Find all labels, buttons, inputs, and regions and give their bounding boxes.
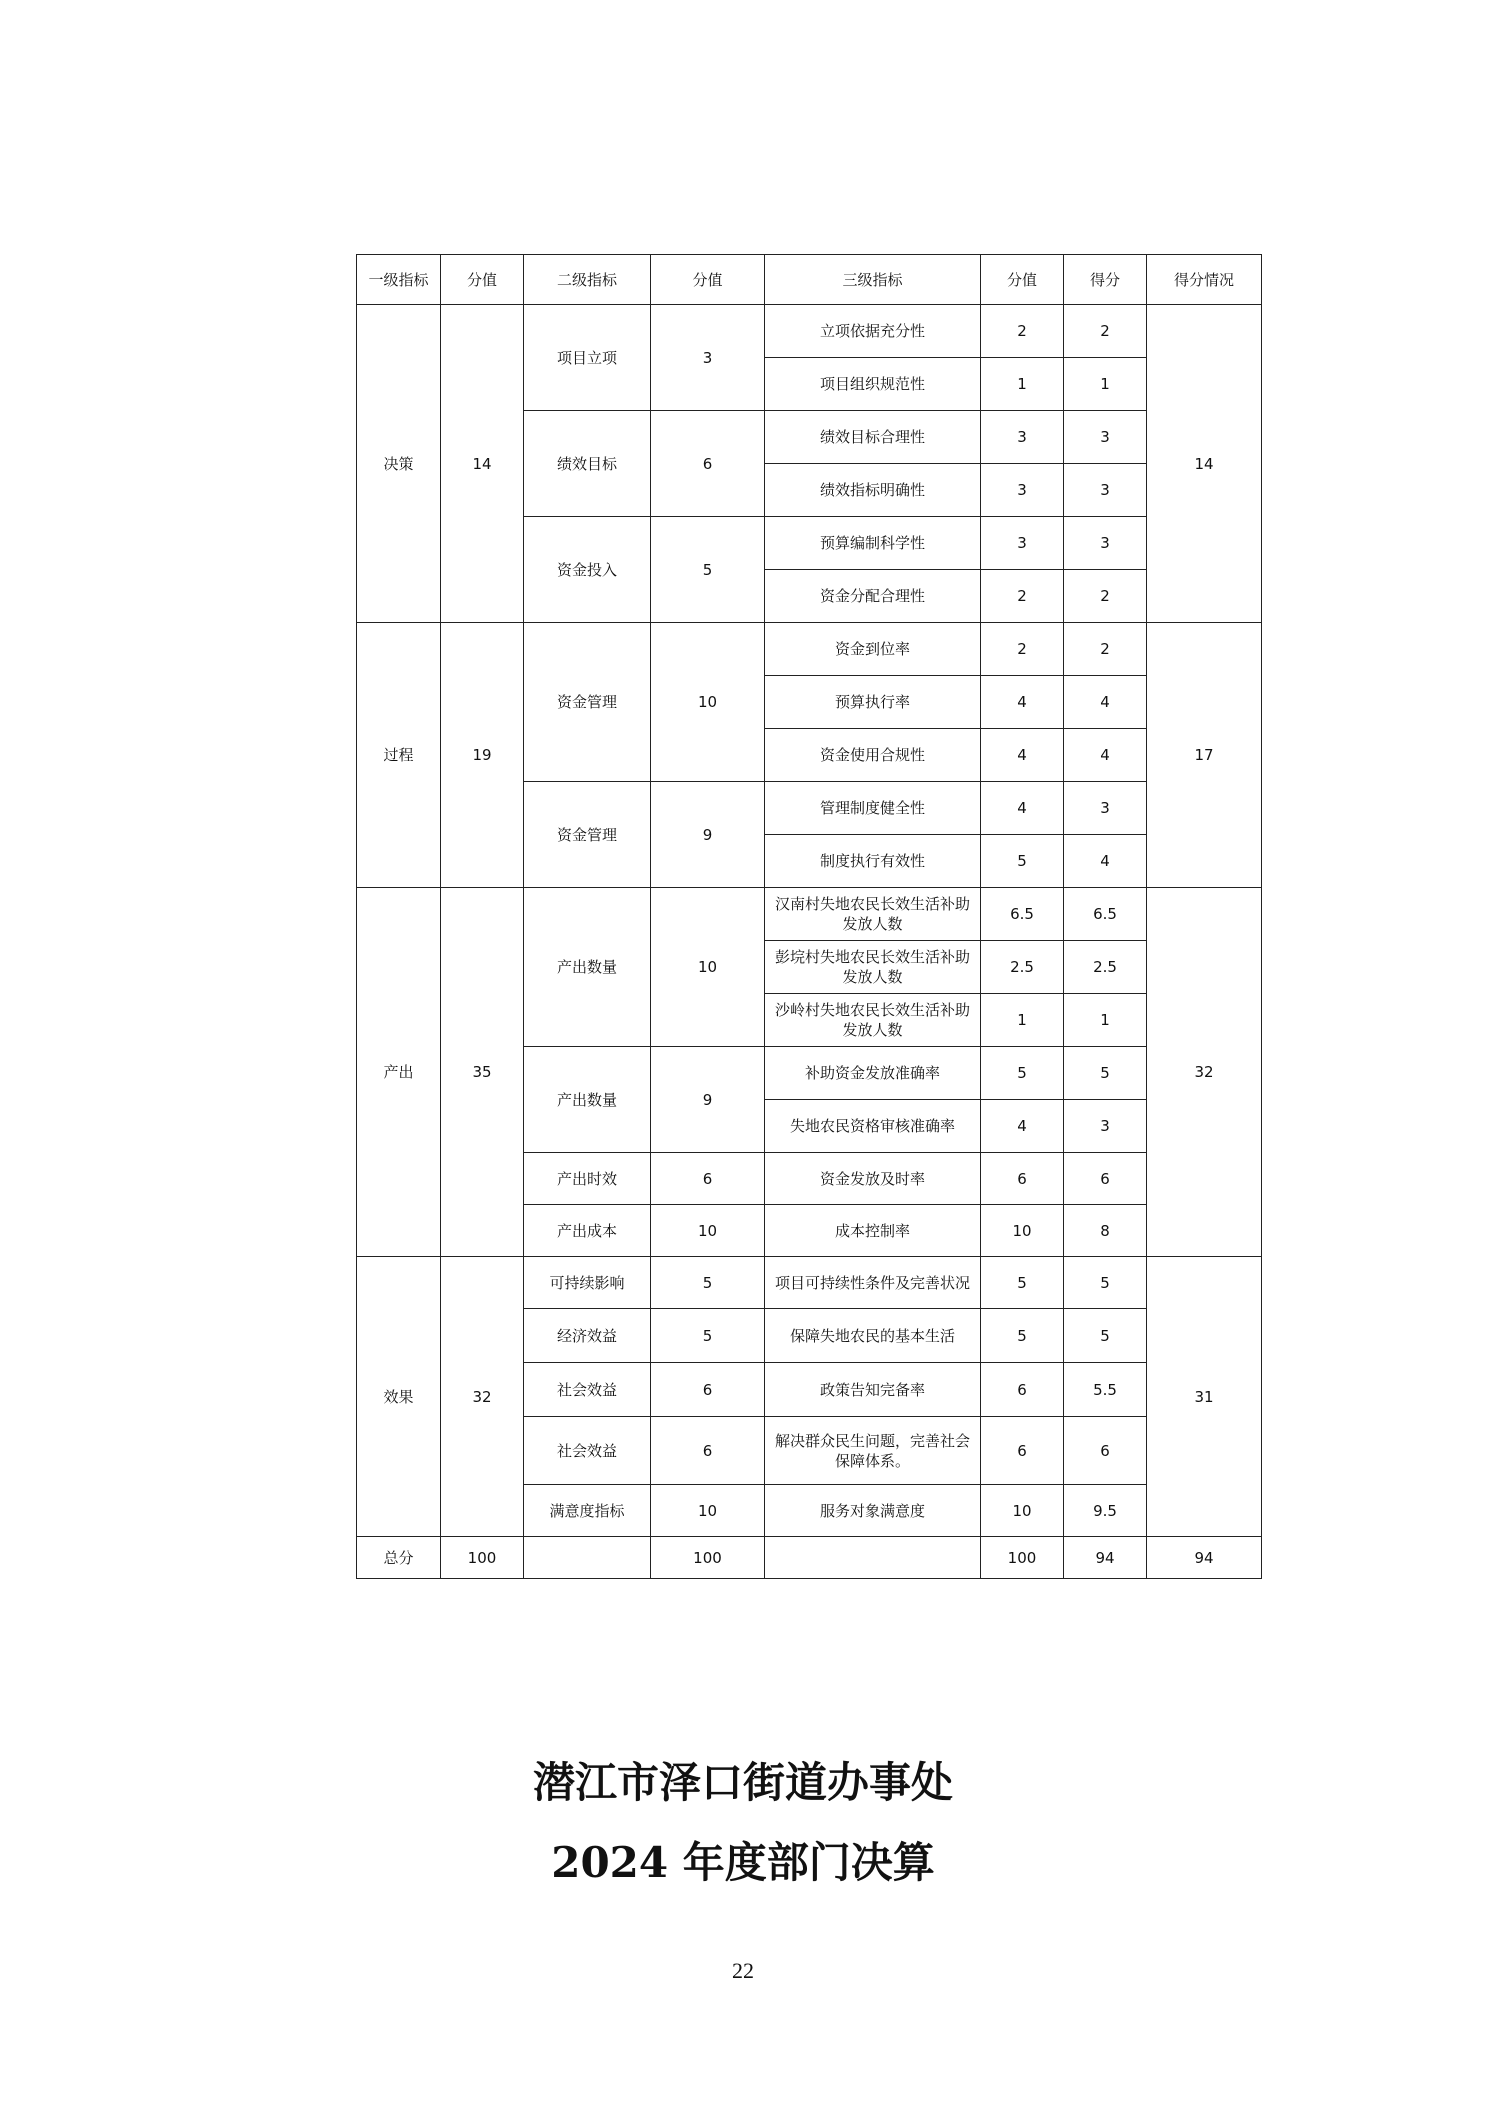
level2-name: 产出数量 (524, 1047, 651, 1153)
level3-score: 1 (981, 358, 1064, 411)
table-header-row (357, 255, 1262, 305)
level3-name: 解决群众民生问题，完善社会保障体系。 (765, 1417, 981, 1485)
level2-name: 资金管理 (524, 623, 651, 782)
total-label: 总分 (357, 1537, 441, 1579)
level2-score: 6 (651, 1363, 765, 1417)
level2-score: 5 (651, 517, 765, 623)
level2-name: 产出成本 (524, 1205, 651, 1257)
level1-name: 效果 (357, 1257, 441, 1537)
level2-name: 绩效目标 (524, 411, 651, 517)
level3-score: 2 (981, 305, 1064, 358)
level3-got: 4 (1064, 729, 1147, 782)
level1-name: 过程 (357, 623, 441, 888)
level3-got: 3 (1064, 517, 1147, 570)
level3-score: 2.5 (981, 941, 1064, 994)
level3-got: 2 (1064, 570, 1147, 623)
level1-score: 19 (441, 623, 524, 888)
level3-name: 失地农民资格审核准确率 (765, 1100, 981, 1153)
level3-got: 3 (1064, 464, 1147, 517)
group-result: 17 (1147, 623, 1262, 888)
level3-got: 6.5 (1064, 888, 1147, 941)
level2-name: 项目立项 (524, 305, 651, 411)
header-level3: 三级指标 (765, 255, 981, 305)
level3-name: 项目组织规范性 (765, 358, 981, 411)
level3-name: 预算执行率 (765, 676, 981, 729)
level2-score: 6 (651, 1153, 765, 1205)
total-score2: 100 (651, 1537, 765, 1579)
level2-name: 可持续影响 (524, 1257, 651, 1309)
header-got: 得分 (1064, 255, 1147, 305)
level3-score: 2 (981, 623, 1064, 676)
level2-score: 9 (651, 782, 765, 888)
level3-got: 4 (1064, 835, 1147, 888)
document-subtitle: 2024 年度部门决算 (551, 1838, 935, 1887)
level2-score: 10 (651, 623, 765, 782)
level3-got: 1 (1064, 358, 1147, 411)
table-row (357, 623, 1262, 676)
level3-name: 沙岭村失地农民长效生活补助发放人数 (765, 994, 981, 1047)
page-number: 22 (732, 1958, 754, 1983)
level3-name: 政策告知完备率 (765, 1363, 981, 1417)
total-score1: 100 (441, 1537, 524, 1579)
level3-got: 2 (1064, 623, 1147, 676)
level3-name: 资金使用合规性 (765, 729, 981, 782)
level3-score: 4 (981, 676, 1064, 729)
level2-name: 社会效益 (524, 1417, 651, 1485)
header-level1: 一级指标 (357, 255, 441, 305)
level3-got: 4 (1064, 676, 1147, 729)
level3-score: 6 (981, 1153, 1064, 1205)
level3-name: 绩效指标明确性 (765, 464, 981, 517)
level3-score: 10 (981, 1205, 1064, 1257)
level2-score: 6 (651, 411, 765, 517)
level3-got: 8 (1064, 1205, 1147, 1257)
level3-name: 彭垸村失地农民长效生活补助发放人数 (765, 941, 981, 994)
level1-score: 32 (441, 1257, 524, 1537)
level3-name: 预算编制科学性 (765, 517, 981, 570)
level3-name: 制度执行有效性 (765, 835, 981, 888)
level3-name: 成本控制率 (765, 1205, 981, 1257)
level2-name: 资金投入 (524, 517, 651, 623)
table-row (357, 1257, 1262, 1309)
document-title: 潜江市泽口街道办事处 (532, 1758, 953, 1807)
level3-got: 6 (1064, 1417, 1147, 1485)
level3-score: 5 (981, 835, 1064, 888)
group-result: 32 (1147, 888, 1262, 1257)
level3-got: 5 (1064, 1257, 1147, 1309)
level3-score: 4 (981, 782, 1064, 835)
level3-score: 6.5 (981, 888, 1064, 941)
level3-got: 2 (1064, 305, 1147, 358)
header-level2: 二级指标 (524, 255, 651, 305)
group-result: 14 (1147, 305, 1262, 623)
level1-name: 决策 (357, 305, 441, 623)
header-score1: 分值 (441, 255, 524, 305)
level2-score: 10 (651, 1485, 765, 1537)
level2-score: 10 (651, 1205, 765, 1257)
header-score2: 分值 (651, 255, 765, 305)
level3-got: 9.5 (1064, 1485, 1147, 1537)
level3-name: 绩效目标合理性 (765, 411, 981, 464)
total-score3: 100 (981, 1537, 1064, 1579)
level3-got: 3 (1064, 411, 1147, 464)
table-row (357, 888, 1262, 941)
total-got: 94 (1064, 1537, 1147, 1579)
level3-score: 6 (981, 1417, 1064, 1485)
performance-score-table (356, 254, 1262, 1579)
level2-name: 产出数量 (524, 888, 651, 1047)
level3-name: 服务对象满意度 (765, 1485, 981, 1537)
table-row (357, 305, 1262, 358)
level3-score: 5 (981, 1309, 1064, 1363)
level2-score: 9 (651, 1047, 765, 1153)
level2-name: 产出时效 (524, 1153, 651, 1205)
group-result: 31 (1147, 1257, 1262, 1537)
level2-name: 社会效益 (524, 1363, 651, 1417)
level3-name: 资金发放及时率 (765, 1153, 981, 1205)
level3-score: 3 (981, 411, 1064, 464)
level3-name: 项目可持续性条件及完善状况 (765, 1257, 981, 1309)
level3-got: 2.5 (1064, 941, 1147, 994)
total-level3 (765, 1537, 981, 1579)
level3-score: 3 (981, 464, 1064, 517)
total-level2 (524, 1537, 651, 1579)
level3-got: 5 (1064, 1309, 1147, 1363)
level3-name: 补助资金发放准确率 (765, 1047, 981, 1100)
level3-score: 10 (981, 1485, 1064, 1537)
level3-score: 6 (981, 1363, 1064, 1417)
level3-name: 资金分配合理性 (765, 570, 981, 623)
level3-name: 立项依据充分性 (765, 305, 981, 358)
level2-score: 3 (651, 305, 765, 411)
level2-score: 6 (651, 1417, 765, 1485)
level3-got: 6 (1064, 1153, 1147, 1205)
level3-got: 5 (1064, 1047, 1147, 1100)
total-row (357, 1537, 1262, 1579)
level1-score: 35 (441, 888, 524, 1257)
level1-score: 14 (441, 305, 524, 623)
level2-name: 满意度指标 (524, 1485, 651, 1537)
level3-score: 3 (981, 517, 1064, 570)
level3-score: 2 (981, 570, 1064, 623)
header-score3: 分值 (981, 255, 1064, 305)
level2-name: 经济效益 (524, 1309, 651, 1363)
level3-score: 5 (981, 1047, 1064, 1100)
level3-score: 5 (981, 1257, 1064, 1309)
level1-name: 产出 (357, 888, 441, 1257)
level3-score: 1 (981, 994, 1064, 1047)
total-result: 94 (1147, 1537, 1262, 1579)
level3-got: 1 (1064, 994, 1147, 1047)
level3-got: 3 (1064, 1100, 1147, 1153)
level3-name: 管理制度健全性 (765, 782, 981, 835)
level2-score: 10 (651, 888, 765, 1047)
level3-name: 汉南村失地农民长效生活补助发放人数 (765, 888, 981, 941)
level3-got: 5.5 (1064, 1363, 1147, 1417)
level2-name: 资金管理 (524, 782, 651, 888)
header-result: 得分情况 (1147, 255, 1262, 305)
level2-score: 5 (651, 1309, 765, 1363)
level3-score: 4 (981, 1100, 1064, 1153)
level2-score: 5 (651, 1257, 765, 1309)
level3-got: 3 (1064, 782, 1147, 835)
level3-score: 4 (981, 729, 1064, 782)
level3-name: 保障失地农民的基本生活 (765, 1309, 981, 1363)
level3-name: 资金到位率 (765, 623, 981, 676)
